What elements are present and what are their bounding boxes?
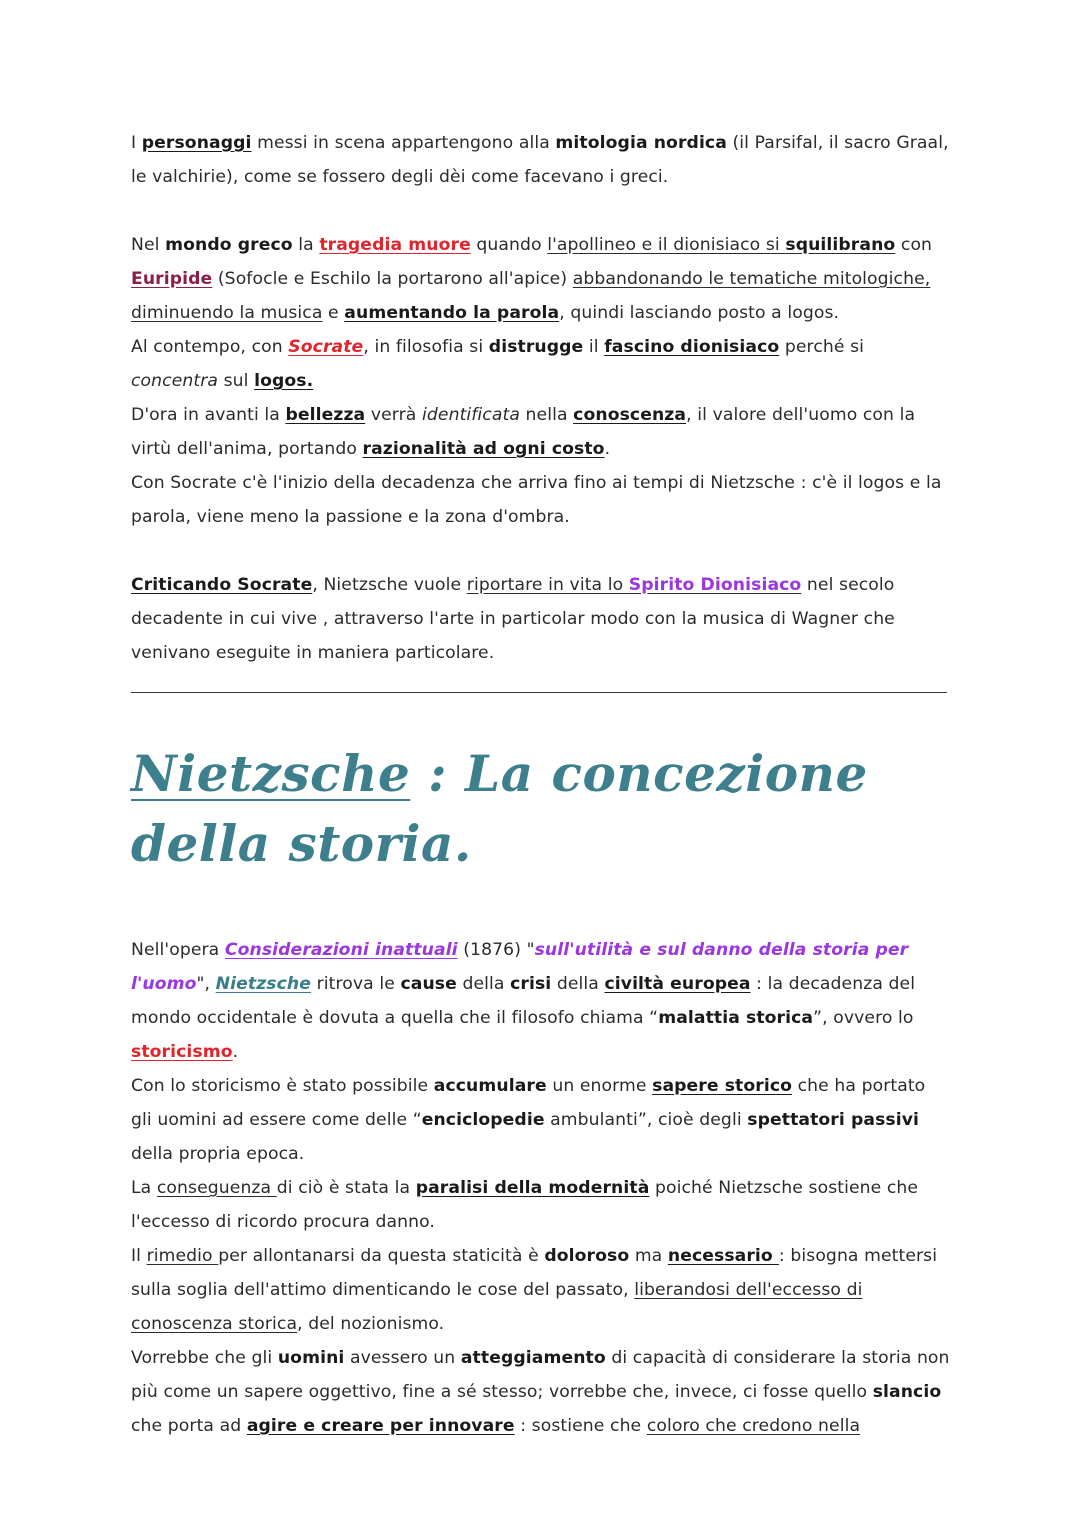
keyword-rimedio: rimedio bbox=[146, 1246, 219, 1266]
keyword-euripide: Euripide bbox=[131, 269, 213, 289]
paragraph-personaggi: I personaggi messi in scena appartengono alla mitologia nordica (il Parsifal, il sacro Graal, le valchirie), come se fossero degli dèi come facevano i greci. bbox=[131, 133, 949, 187]
keyword-agire-creare: agire e creare per innovare bbox=[246, 1416, 515, 1436]
paragraph-bellezza: D'ora in avanti la bellezza verrà identificata nella conoscenza, il valore dell'uomo con la virtù dell'anima, portando razionalità ad ogni costo. bbox=[131, 405, 916, 459]
paragraph-conseguenza: La conseguenza di ciò è stata la paralisi della modernità poiché Nietzsche sostiene che l'eccesso di ricordo procura danno. bbox=[131, 1178, 919, 1232]
keyword-tragedia-muore: tragedia muore bbox=[319, 235, 471, 255]
keyword-criticando-socrate: Criticando Socrate bbox=[131, 575, 313, 595]
keyword-conseguenza: conseguenza bbox=[156, 1178, 277, 1198]
keyword-malattia-storica: malattia storica bbox=[658, 1008, 814, 1028]
keyword-considerazioni-inattuali: Considerazioni inattuali bbox=[224, 940, 458, 960]
keyword-socrate: Socrate bbox=[288, 337, 364, 357]
document-page bbox=[131, 126, 951, 1443]
keyword-fascino-dionisiaco: fascino dionisiaco bbox=[604, 337, 780, 357]
keyword-concentra: concentra bbox=[131, 371, 219, 391]
keyword-doloroso: doloroso bbox=[544, 1246, 630, 1266]
keyword-nietzsche: Nietzsche bbox=[215, 974, 312, 994]
paragraph-rimedio: Il rimedio per allontanarsi da questa staticità è doloroso ma necessario : bisogna mettersi sulla soglia dell'attimo dimenticando le cose del passato, liberandosi dell'eccesso di conoscenza storica, del nozionismo. bbox=[131, 1246, 938, 1334]
keyword-civilta-europea: civiltà europea bbox=[604, 974, 751, 994]
phrase-liberandosi: liberandosi dell'eccesso di conoscenza storica bbox=[131, 1280, 863, 1334]
paragraph-atteggiamento: Vorrebbe che gli uomini avessero un atteggiamento di capacità di considerare la storia non più come un sapere oggettivo, fine a sé stesso; vorrebbe che, invece, ci fosse quello slancio che porta ad agire e creare per innovare : sostiene che coloro che credono nella bbox=[131, 1348, 950, 1436]
section-divider bbox=[131, 692, 947, 693]
section-title: Nietzsche : La concezione della storia. bbox=[131, 744, 868, 873]
keyword-mondo-greco: mondo greco bbox=[165, 235, 293, 255]
keyword-cause: cause bbox=[400, 974, 457, 994]
phrase-coloro-che-credono: coloro che credono nella bbox=[646, 1416, 861, 1436]
keyword-identificata: identificata bbox=[422, 405, 520, 425]
phrase-riportare-in-vita: riportare in vita lo Spirito Dionisiaco bbox=[466, 575, 802, 595]
paragraph-considerazioni: Nell'opera Considerazioni inattuali (1876) "sull'utilità e sul danno della storia per l'uomo", Nietzsche ritrova le cause della crisi della civiltà europea : la decadenza del mondo occidentale è dovuta a quella che il filosofo chiama “malattia storica”, ovvero lo storicismo. bbox=[131, 940, 916, 1062]
keyword-atteggiamento: atteggiamento bbox=[460, 1348, 606, 1368]
keyword-accumulare: accumulare bbox=[433, 1076, 547, 1096]
paragraph-socrate: Al contempo, con Socrate, in filosofia si distrugge il fascino dionisiaco perché si concentra sul logos. bbox=[131, 337, 865, 391]
keyword-spettatori-passivi: spettatori passivi bbox=[747, 1110, 920, 1130]
keyword-storicismo: storicismo bbox=[131, 1042, 233, 1062]
keyword-spirito-dionisiaco: Spirito Dionisiaco bbox=[628, 575, 802, 595]
keyword-uomini: uomini bbox=[277, 1348, 345, 1368]
keyword-aumentando-parola: aumentando la parola bbox=[344, 303, 560, 323]
keyword-personaggi: personaggi bbox=[141, 133, 252, 153]
keyword-slancio: slancio bbox=[872, 1382, 942, 1402]
phrase-abbandonando: abbandonando le tematiche mitologiche, diminuendo la musica bbox=[131, 269, 931, 323]
keyword-razionalita: razionalità ad ogni costo bbox=[362, 439, 605, 459]
title-nietzsche: Nietzsche bbox=[131, 744, 411, 803]
keyword-distrugge: distrugge bbox=[488, 337, 584, 357]
keyword-bellezza: bellezza bbox=[285, 405, 366, 425]
keyword-enciclopedie: enciclopedie bbox=[421, 1110, 545, 1130]
keyword-necessario: necessario bbox=[667, 1246, 779, 1266]
keyword-mitologia-nordica: mitologia nordica bbox=[555, 133, 727, 153]
keyword-sapere-storico: sapere storico bbox=[652, 1076, 793, 1096]
paragraph-criticando-socrate: Criticando Socrate, Nietzsche vuole riportare in vita lo Spirito Dionisiaco nel secolo decadente in cui vive , attraverso l'arte in particolar modo con la musica di Wagner che venivano eseguite in maniera particolare. bbox=[131, 575, 895, 663]
keyword-crisi: crisi bbox=[510, 974, 552, 994]
paragraph-decadenza: Con Socrate c'è l'inizio della decadenza che arriva fino ai tempi di Nietzsche : c'è il logos e la parola, viene meno la passione e la zona d'ombra. bbox=[131, 473, 942, 527]
paragraph-accumulare: Con lo storicismo è stato possibile accumulare un enorme sapere storico che ha portato gli uomini ad essere come delle “enciclopedie ambulanti”, cioè degli spettatori passivi della propria epoca. bbox=[131, 1076, 926, 1164]
keyword-conoscenza: conoscenza bbox=[573, 405, 687, 425]
paragraph-tragedia: Nel mondo greco la tragedia muore quando l'apollineo e il dionisiaco si squilibrano con Euripide (Sofocle e Eschilo la portarono all'apice) abbandonando le tematiche mitologiche, diminuendo la musica e aumentando la parola, quindi lasciando posto a logos. bbox=[131, 235, 933, 323]
keyword-logos: logos. bbox=[254, 371, 314, 391]
quote-sull-utilita: sull'utilità e sul danno della storia per l'uomo bbox=[131, 940, 909, 994]
keyword-paralisi-modernita: paralisi della modernità bbox=[415, 1178, 650, 1198]
phrase-apollineo-dionisiaco: l'apollineo e il dionisiaco si squilibrano bbox=[547, 235, 896, 255]
